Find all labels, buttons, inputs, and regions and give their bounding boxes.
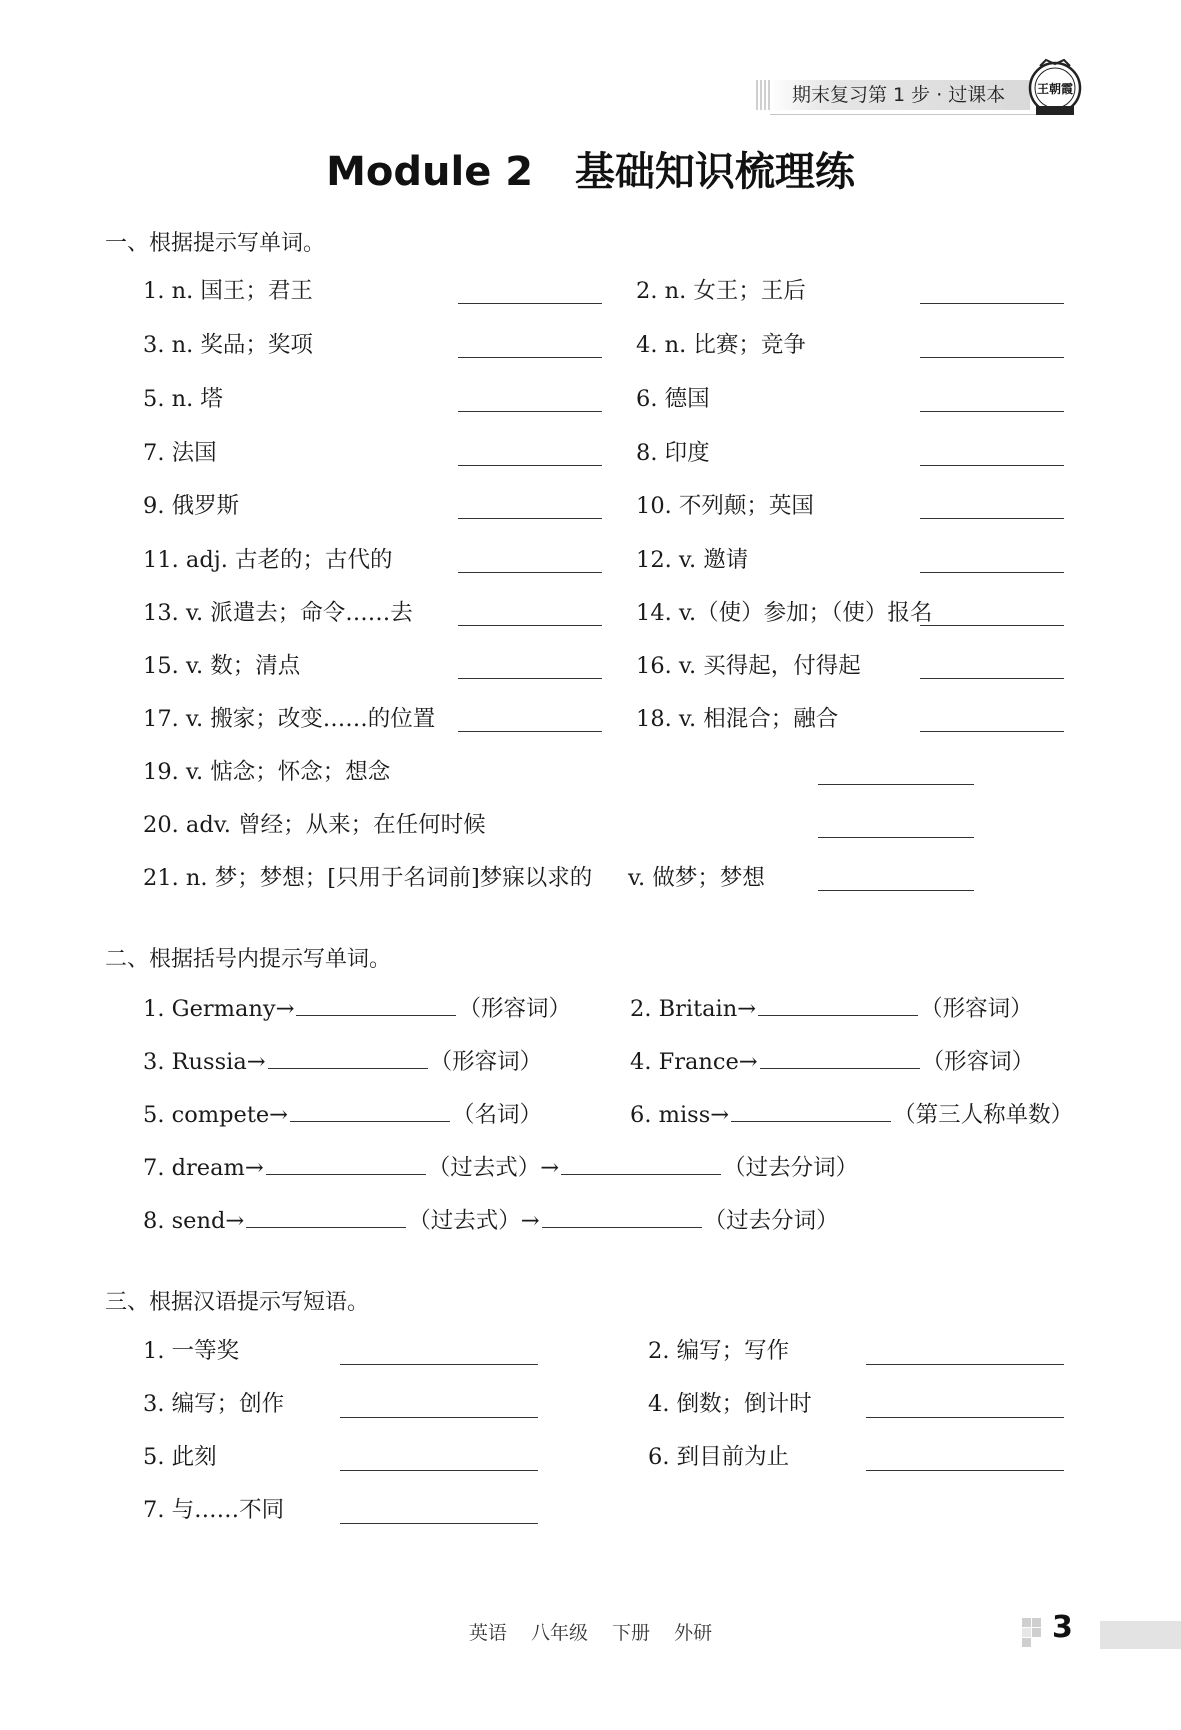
s2-item-3 (143, 1046, 542, 1077)
answer-line[interactable] (920, 625, 1064, 626)
answer-line[interactable] (920, 572, 1064, 573)
answer-line[interactable] (731, 1099, 891, 1122)
s1-item-10: 10. 不列颠；英国 (636, 493, 814, 519)
answer-line[interactable] (458, 303, 602, 304)
s2-item-prefix: 4. France→ (630, 1049, 758, 1075)
s1-item-8: 8. 印度 (636, 440, 710, 466)
answer-line[interactable] (818, 837, 974, 838)
s1-item-20: 20. adv. 曾经；从来；在任何时候 (143, 812, 486, 838)
page-title: Module 2 基础知识梳理练 (326, 149, 855, 195)
s2-item-2 (630, 993, 1033, 1024)
section-1-heading: 一、根据提示写单词。 (105, 231, 326, 256)
s2-item-prefix: 7. dream→ (143, 1155, 264, 1181)
answer-line[interactable] (340, 1417, 538, 1418)
s2-item-prefix: 1. Germany→ (143, 996, 295, 1022)
answer-line[interactable] (340, 1470, 538, 1471)
s2-item-prefix: 3. Russia→ (143, 1049, 266, 1075)
s3-item-4: 4. 倒数；倒计时 (648, 1391, 812, 1417)
s1-item-3: 3. n. 奖品；奖项 (143, 332, 313, 358)
answer-line[interactable] (920, 731, 1064, 732)
answer-line[interactable] (920, 357, 1064, 358)
section-3-heading: 三、根据汉语提示写短语。 (105, 1290, 370, 1315)
answer-line[interactable] (920, 678, 1064, 679)
s3-item-2: 2. 编写；写作 (648, 1338, 790, 1364)
s3-item-3: 3. 编写；创作 (143, 1391, 285, 1417)
answer-line[interactable] (246, 1205, 406, 1228)
answer-line[interactable] (818, 784, 974, 785)
answer-line[interactable] (920, 411, 1064, 412)
answer-line[interactable] (290, 1099, 450, 1122)
s2-item-1 (143, 993, 571, 1024)
s3-item-7: 7. 与……不同 (143, 1497, 285, 1523)
s1-item-2: 2. n. 女王；王后 (636, 278, 806, 304)
s1-item-6: 6. 德国 (636, 386, 710, 412)
s2-item-prefix: 6. miss→ (630, 1102, 730, 1128)
answer-line[interactable] (458, 731, 602, 732)
s1-item-19: 19. v. 惦念；怀念；想念 (143, 759, 391, 785)
s1-item-7: 7. 法国 (143, 440, 217, 466)
answer-line[interactable] (920, 465, 1064, 466)
answer-line[interactable] (458, 357, 602, 358)
answer-line[interactable] (266, 1152, 426, 1175)
s1-item-9: 9. 俄罗斯 (143, 493, 240, 519)
s2-item-hint: （形容词） (920, 996, 1033, 1022)
answer-line[interactable] (458, 518, 602, 519)
s2-item-prefix: 2. Britain→ (630, 996, 757, 1022)
answer-line[interactable] (561, 1152, 721, 1175)
answer-line[interactable] (866, 1364, 1064, 1365)
s2-item-hint: （形容词） (429, 1049, 543, 1075)
answer-line[interactable] (340, 1364, 538, 1365)
s2-item-hint: （第三人称单数） (893, 1102, 1074, 1128)
s1-item-4: 4. n. 比赛；竞争 (636, 332, 806, 358)
s1-item-17: 17. v. 搬家；改变……的位置 (143, 706, 436, 732)
s1-item-11: 11. adj. 古老的；古代的 (143, 547, 393, 573)
answer-line[interactable] (458, 678, 602, 679)
answer-line[interactable] (818, 890, 974, 891)
s1-item-13: 13. v. 派遣去；命令……去 (143, 600, 413, 626)
answer-line[interactable] (542, 1205, 702, 1228)
s2-item-8 (143, 1205, 839, 1236)
s1-item-16: 16. v. 买得起，付得起 (636, 653, 861, 679)
answer-line[interactable] (920, 518, 1064, 519)
footer-edition: 外研 (674, 1622, 713, 1644)
s2-item-6 (630, 1099, 1073, 1130)
page-number-band (1100, 1621, 1181, 1649)
s1-item-21-verb: v. 做梦；梦想 (628, 865, 765, 891)
s1-item-1: 1. n. 国王；君王 (143, 278, 313, 304)
s3-item-5: 5. 此刻 (143, 1444, 217, 1470)
answer-line[interactable] (458, 625, 602, 626)
s2-item-hint2: （过去分词） (703, 1208, 839, 1234)
answer-line[interactable] (268, 1046, 428, 1069)
s1-item-14: 14. v.（使）参加；（使）报名 (636, 600, 933, 626)
section-2-heading: 二、根据括号内提示写单词。 (105, 947, 392, 972)
s2-item-prefix: 5. compete→ (143, 1102, 289, 1128)
s2-item-hint: （过去式）→ (427, 1155, 560, 1181)
s1-item-5: 5. n. 塔 (143, 386, 223, 412)
s2-item-prefix: 8. send→ (143, 1208, 245, 1234)
s1-item-15: 15. v. 数；清点 (143, 653, 301, 679)
s2-item-7 (143, 1152, 858, 1183)
footer (0, 1618, 1181, 1645)
s2-item-hint: （形容词） (921, 1049, 1035, 1075)
s2-item-hint: （过去式）→ (408, 1208, 540, 1234)
header-rule (770, 114, 1040, 115)
answer-line[interactable] (296, 993, 456, 1016)
running-head: 期末复习第 1 步 · 过课本 (792, 84, 1006, 106)
s1-item-12: 12. v. 邀请 (636, 547, 749, 573)
answer-line[interactable] (920, 303, 1064, 304)
footer-grade: 八年级 (530, 1622, 588, 1644)
page-corner-squares (1022, 1618, 1050, 1646)
answer-line[interactable] (758, 993, 918, 1016)
s3-item-1: 1. 一等奖 (143, 1338, 240, 1364)
svg-text:王朝霞: 王朝霞 (1036, 82, 1074, 96)
answer-line[interactable] (866, 1470, 1064, 1471)
brand-seal-logo (1026, 58, 1084, 122)
footer-subject: 英语 (468, 1622, 507, 1644)
s2-item-5 (143, 1099, 542, 1130)
s2-item-hint: （名词） (452, 1102, 543, 1128)
answer-line[interactable] (866, 1417, 1064, 1418)
s3-item-6: 6. 到目前为止 (648, 1444, 790, 1470)
page-number: 3 (1052, 1610, 1073, 1645)
s2-item-hint: （形容词） (458, 996, 571, 1022)
footer-volume: 下册 (612, 1622, 651, 1644)
answer-line[interactable] (458, 572, 602, 573)
s2-item-4 (630, 1046, 1034, 1077)
answer-line[interactable] (340, 1523, 538, 1524)
answer-line[interactable] (760, 1046, 920, 1069)
s2-item-hint2: （过去分词） (723, 1155, 859, 1181)
s1-item-18: 18. v. 相混合；融合 (636, 706, 839, 732)
answer-line[interactable] (458, 465, 602, 466)
s1-item-21: 21. n. 梦；梦想；[只用于名词前]梦寐以求的 (143, 865, 593, 891)
answer-line[interactable] (458, 411, 602, 412)
